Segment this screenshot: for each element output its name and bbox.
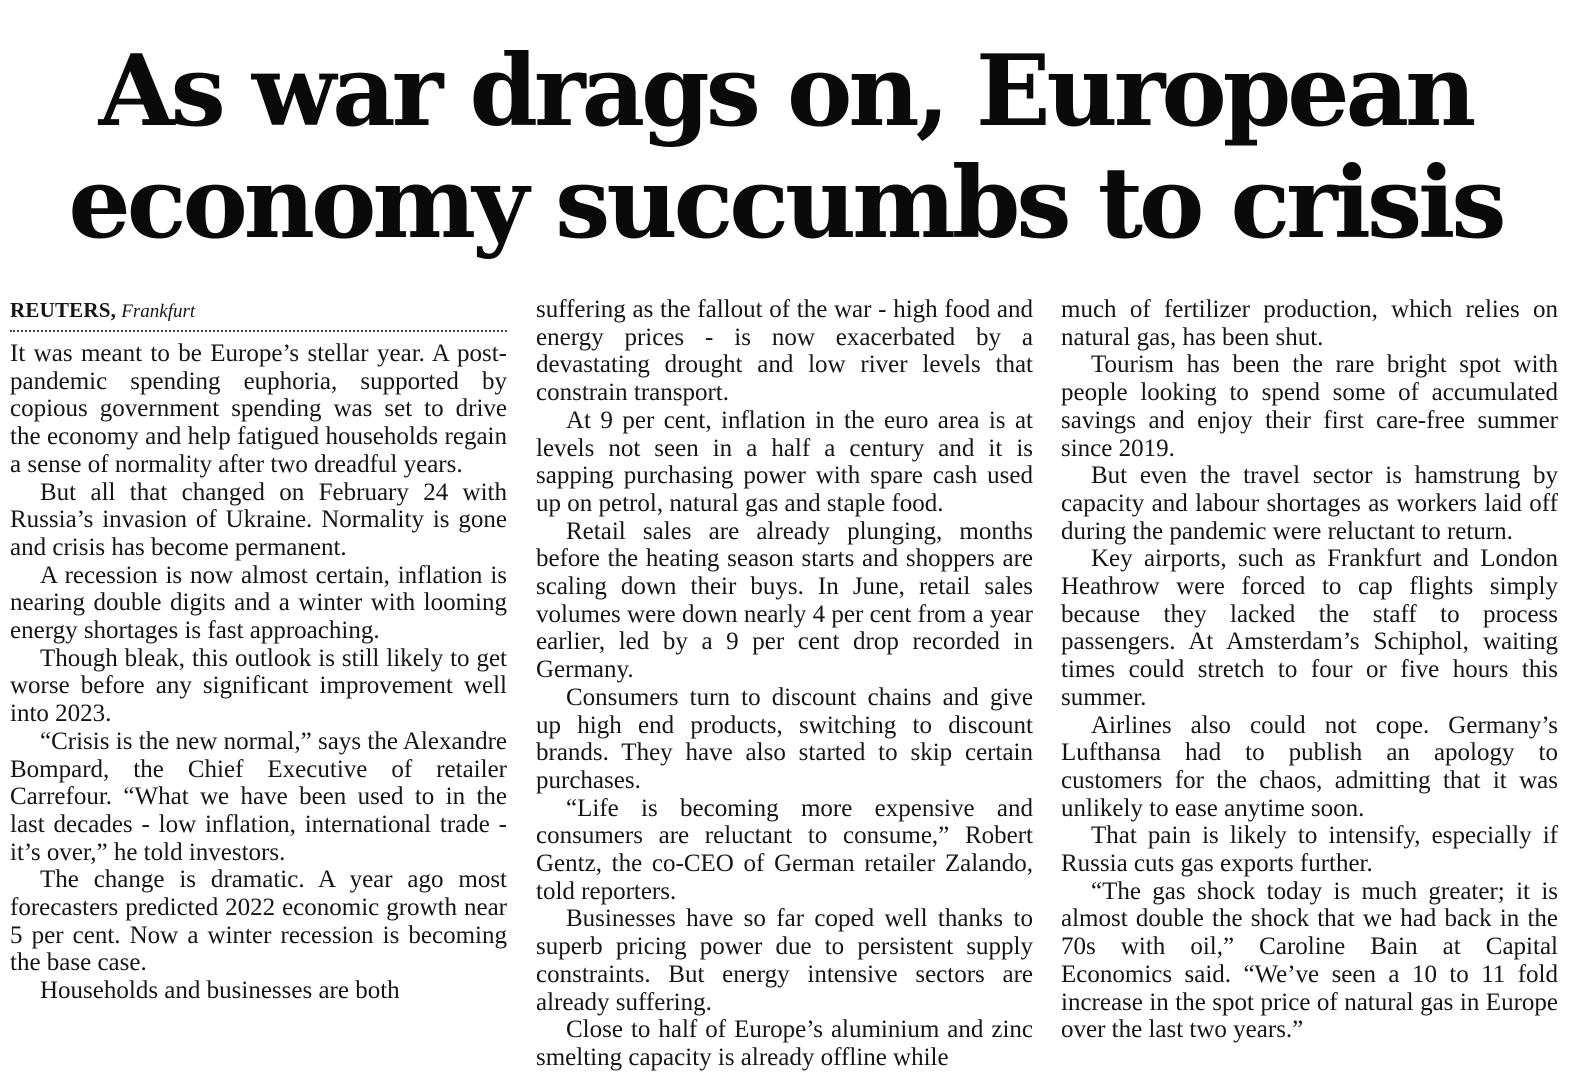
article-paragraph: suffering as the fallout of the war - high food and energy prices - is now exacerbated by a devastating drought and low river levels that constrain transport.	[536, 296, 1033, 407]
article-paragraph: At 9 per cent, inflation in the euro area is at levels not seen in a half a century and it is sapping purchasing power with spare cash used up on petrol, natural gas and staple food.	[536, 406, 1033, 517]
article-paragraph: Consumers turn to discount chains and give up high end products, switching to discount brands. They have also started to skip certain purchases.	[536, 683, 1033, 794]
article-paragraph: Retail sales are already plunging, months before the heating season starts and shoppers are scaling down their buys. In June, retail sales volumes were down nearly 4 per cent from a year earlier, led by a 9 per cent drop recorded in Germany.	[536, 517, 1033, 684]
byline	[10, 296, 507, 332]
article-paragraph: Airlines also could not cope. Germany’s Lufthansa had to publish an apology to customers for the chaos, admitting that it was unlikely to ease anytime soon.	[1061, 711, 1558, 822]
article-paragraph: That pain is likely to intensify, especially if Russia cuts gas exports further.	[1061, 822, 1558, 878]
article-paragraph: The change is dramatic. A year ago most forecasters predicted 2022 economic growth near 5 per cent. Now a winter recession is becoming the base case.	[10, 866, 507, 977]
article-paragraph: It was meant to be Europe’s stellar year. A post-pandemic spending euphoria, supported by copious government spending was set to drive the economy and help fatigued households regain a sense of normality after two dreadful years.	[10, 340, 507, 478]
article-paragraph: Businesses have so far coped well thanks to superb pricing power due to persistent supply constraints. But energy intensive sectors are already suffering.	[536, 905, 1033, 1016]
article-paragraph: Though bleak, this outlook is still likely to get worse before any significant improvement well into 2023.	[10, 644, 507, 728]
article-paragraph: But even the travel sector is hamstrung by capacity and labour shortages as workers laid off during the pandemic were reluctant to return.	[1061, 462, 1558, 545]
article-paragraph: Tourism has been the rare bright spot with people looking to spend some of accumulated savings and enjoy their first care-free summer since 2019.	[1061, 351, 1558, 462]
article-paragraph: A recession is now almost certain, inflation is nearing double digits and a winter with looming energy shortages is fast approaching.	[10, 561, 507, 645]
byline-location: Frankfurt	[121, 301, 196, 322]
byline-agency: REUTERS,	[10, 298, 117, 322]
article-column-2	[536, 296, 1033, 1072]
headline-line-2: economy succumbs to crisis	[68, 146, 1503, 261]
article-paragraph: Key airports, such as Frankfurt and London Heathrow were forced to cap flights simply because they lacked the staff to process passengers. At Amsterdam’s Schiphol, waiting times could stretch to four or five hours this summer.	[1061, 545, 1558, 711]
article-paragraph: Close to half of Europe’s aluminium and zinc smelting capacity is already offline while	[536, 1016, 1033, 1071]
headline	[0, 36, 1571, 260]
article-paragraph: “The gas shock today is much greater; it is almost double the shock that we had back in the 70s with oil,” Caroline Bain at Capital Economics said. “We’ve seen a 10 to 11 fold increase in the spot price of natural gas in Europe over the last two years.”	[1061, 877, 1558, 1044]
article-column-3	[1061, 296, 1558, 1044]
article-column-1	[10, 296, 507, 1005]
article-paragraph: much of fertilizer production, which relies on natural gas, has been shut.	[1061, 296, 1558, 351]
article-paragraph: But all that changed on February 24 with Russia’s invasion of Ukraine. Normality is gone and crisis has become permanent.	[10, 478, 507, 561]
article-paragraph: “Life is becoming more expensive and consumers are reluctant to consume,” Robert Gentz, the co-CEO of German retailer Zalando, told reporters.	[536, 794, 1033, 905]
headline-line-1: As war drags on, European	[98, 34, 1473, 149]
article-paragraph: Households and businesses are both	[40, 977, 400, 1005]
article-paragraph: “Crisis is the new normal,” says the Alexandre Bompard, the Chief Executive of retailer Carrefour. “What we have been used to in the last decades - low inflation, international trade - it’s over,” he told investors.	[10, 727, 507, 866]
